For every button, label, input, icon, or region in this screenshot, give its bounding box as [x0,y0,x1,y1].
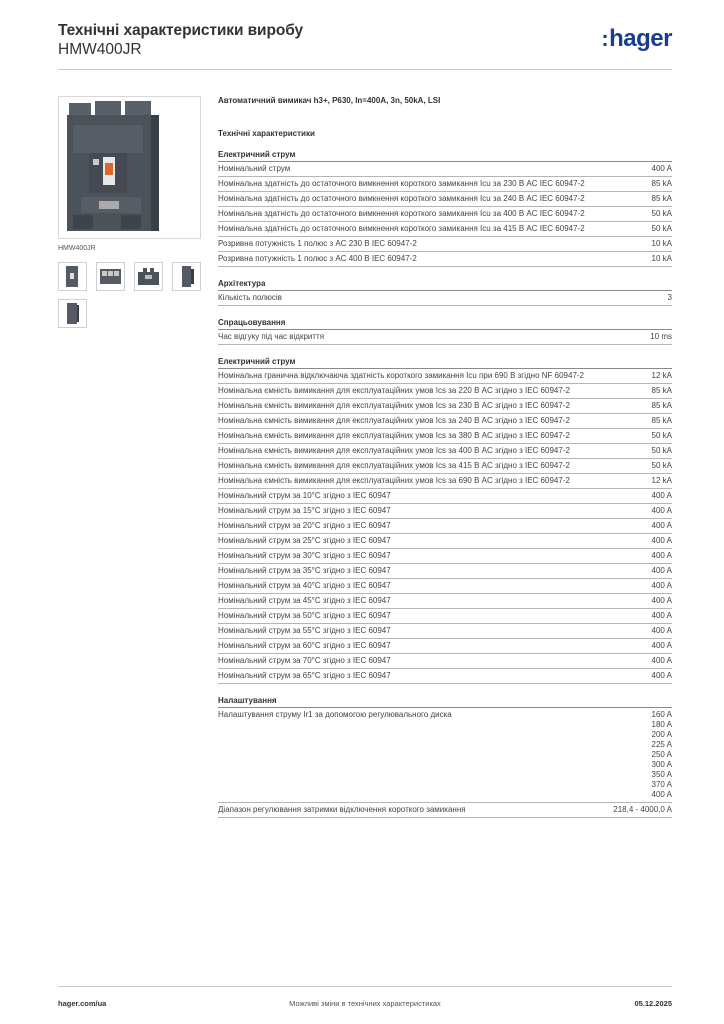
thumbnail-bottom[interactable] [134,262,163,291]
spec-value: 218,4 - 4000,0 A [613,805,672,814]
spec-value: 400 A [651,656,672,665]
spec-value: 400 A [651,581,672,590]
spec-value: 85 kA [651,401,672,410]
thumb-bottom-icon [135,263,162,290]
spec-row [218,414,672,429]
spec-row [218,177,672,192]
spec-value: 400 A [651,566,672,575]
spec-value: 50 kA [651,461,672,470]
spec-row [218,237,672,252]
spec-value: 85 kA [651,194,672,203]
spec-row [218,291,672,306]
spec-value: 160 A 180 A 200 A 225 A 250 A 300 A 350 A 370 A 400 A [651,710,672,799]
spec-value: 50 kA [651,224,672,233]
thumb-rear-icon [59,300,86,327]
page-title: Технічні характеристики виробу [58,22,303,39]
spec-value: 400 A [651,164,672,173]
spec-group-title: Налаштування [218,696,672,708]
spec-row [218,594,672,609]
product-code: HMW400JR [58,41,142,58]
spec-label: Номінальна ємність вимикання для експлуатаційних умов Ics за 690 В AC згідно з IEC 60947-2 [218,476,570,485]
image-caption: HMW400JR [58,245,96,252]
spec-row [218,444,672,459]
spec-label: Номінальна здатність до остаточного вимкнення короткого замикання Icu за 230 В AC IEC 60947-2 [218,179,585,188]
spec-row [218,459,672,474]
spec-value: 3 [667,293,672,302]
spec-row [218,474,672,489]
spec-value: 50 kA [651,446,672,455]
page-footer [58,986,672,1016]
spec-label: Номінальна гранична відключаюча здатність короткого замикання Icu при 690 В згідно NF 60947-2 [218,371,585,380]
spec-row [218,192,672,207]
thumbnail-top[interactable] [96,262,125,291]
spec-label: Розривна потужність 1 полюс з AC 400 В IEC 60947-2 [218,254,417,263]
spec-row [218,654,672,669]
spec-group-title: Спрацьовування [218,318,672,330]
spec-label: Номінальний струм за 15°C згідно з IEC 60947 [218,506,391,515]
logo-text: hager [609,25,672,52]
product-image[interactable] [58,96,201,239]
spec-row [218,669,672,684]
spec-group [218,150,672,267]
spec-row [218,162,672,177]
spec-value: 400 A [651,596,672,605]
thumb-side-icon [173,263,200,290]
spec-value: 400 A [651,506,672,515]
spec-value: 85 kA [651,416,672,425]
spec-label: Номінальна здатність до остаточного вимкнення короткого замикання Icu за 400 В AC IEC 60947-2 [218,209,585,218]
spec-value: 400 A [651,671,672,680]
spec-label: Номінальний струм за 45°C згідно з IEC 60947 [218,596,391,605]
hager-logo: :hager [601,25,672,52]
spec-label: Номінальний струм за 25°C згідно з IEC 60947 [218,536,391,545]
spec-row [218,489,672,504]
spec-label: Номінальна ємність вимикання для експлуатаційних умов Ics за 400 В AC згідно з IEC 60947-2 [218,446,570,455]
spec-label: Номінальна ємність вимикання для експлуатаційних умов Ics за 415 В AC згідно з IEC 60947-2 [218,461,570,470]
thumbnail-front[interactable] [58,262,87,291]
spec-row [218,609,672,624]
spec-label: Діапазон регулювання затримки відключення короткого замикання [218,805,466,814]
spec-value: 12 kA [651,476,672,485]
thumb-front-icon [59,263,86,290]
spec-label: Номінальна здатність до остаточного вимкнення короткого замикання Icu за 415 В AC IEC 60947-2 [218,224,585,233]
spec-row [218,222,672,237]
footer-website[interactable]: hager.com/ua [58,999,107,1008]
spec-label: Номінальний струм за 70°C згідно з IEC 60947 [218,656,391,665]
product-description: Автоматичний вимикач h3+, P630, In=400A, 3n, 50kA, LSI [218,96,441,105]
spec-value: 400 A [651,491,672,500]
spec-row [218,639,672,654]
thumbnail-rear[interactable] [58,299,87,328]
spec-value: 400 A [651,626,672,635]
spec-label: Номінальний струм за 30°C згідно з IEC 60947 [218,551,391,560]
spec-row [218,399,672,414]
spec-group-title: Електричний струм [218,357,672,369]
spec-group [218,357,672,684]
thumbnail-side[interactable] [172,262,201,291]
spec-row [218,534,672,549]
spec-label: Номінальний струм за 35°C згідно з IEC 60947 [218,566,391,575]
spec-group [218,696,672,818]
spec-row [218,708,672,803]
spec-value: 400 A [651,641,672,650]
spec-row [218,207,672,222]
spec-group [218,279,672,306]
spec-label: Кількість полюсів [218,293,282,302]
specs-heading: Технічні характеристики [218,129,315,138]
spec-row [218,549,672,564]
spec-label: Номінальна ємність вимикання для експлуатаційних умов Ics за 380 В AC згідно з IEC 60947-2 [218,431,570,440]
spec-row [218,504,672,519]
spec-label: Номінальний струм за 65°C згідно з IEC 60947 [218,671,391,680]
spec-label: Номінальний струм за 40°C згідно з IEC 60947 [218,581,391,590]
spec-row [218,564,672,579]
spec-label: Номінальний струм за 50°C згідно з IEC 60947 [218,611,391,620]
spec-label: Номінальний струм [218,164,291,173]
spec-row [218,579,672,594]
footer-disclaimer: Можливі зміни в технічних характеристиках [289,999,441,1008]
spec-row [218,330,672,345]
spec-value: 50 kA [651,209,672,218]
footer-date: 05.12.2025 [634,999,672,1008]
breaker-illustration [59,97,201,239]
spec-group-title: Електричний струм [218,150,672,162]
spec-group-title: Архітектура [218,279,672,291]
spec-label: Номінальний струм за 55°C згідно з IEC 60947 [218,626,391,635]
spec-row [218,369,672,384]
spec-label: Номінальна ємність вимикання для експлуатаційних умов Ics за 240 В AC згідно з IEC 60947-2 [218,416,570,425]
spec-value: 10 ms [650,332,672,341]
spec-row [218,429,672,444]
product-media [58,96,201,328]
page-header [58,20,672,70]
spec-value: 10 kA [651,239,672,248]
spec-label: Розривна потужність 1 полюс з AC 230 В IEC 60947-2 [218,239,417,248]
spec-row [218,519,672,534]
spec-groups [218,150,672,818]
spec-label: Номінальний струм за 20°C згідно з IEC 60947 [218,521,391,530]
spec-row [218,624,672,639]
spec-label: Номінальна ємність вимикання для експлуатаційних умов Ics за 230 В AC згідно з IEC 60947-2 [218,401,570,410]
spec-value: 12 kA [651,371,672,380]
thumbnail-strip [58,262,201,328]
spec-label: Номінальний струм за 60°C згідно з IEC 60947 [218,641,391,650]
spec-value: 400 A [651,521,672,530]
spec-row [218,252,672,267]
spec-label: Номінальна ємність вимикання для експлуатаційних умов Ics за 220 В AC згідно з IEC 60947-2 [218,386,570,395]
spec-row [218,803,672,818]
spec-label: Номінальна здатність до остаточного вимкнення короткого замикання Icu за 240 В AC IEC 60947-2 [218,194,585,203]
spec-value: 400 A [651,551,672,560]
spec-group [218,318,672,345]
spec-value: 85 kA [651,386,672,395]
spec-value: 400 A [651,536,672,545]
spec-value: 10 kA [651,254,672,263]
spec-label: Час відгуку під час відкриття [218,332,325,341]
specs-panel [218,96,672,818]
spec-row [218,384,672,399]
thumb-top-icon [97,263,124,290]
spec-label: Налаштування струму Ir1 за допомогою регулювального диска [218,710,452,719]
spec-value: 400 A [651,611,672,620]
spec-value: 50 kA [651,431,672,440]
spec-value: 85 kA [651,179,672,188]
spec-label: Номінальний струм за 10°C згідно з IEC 60947 [218,491,391,500]
